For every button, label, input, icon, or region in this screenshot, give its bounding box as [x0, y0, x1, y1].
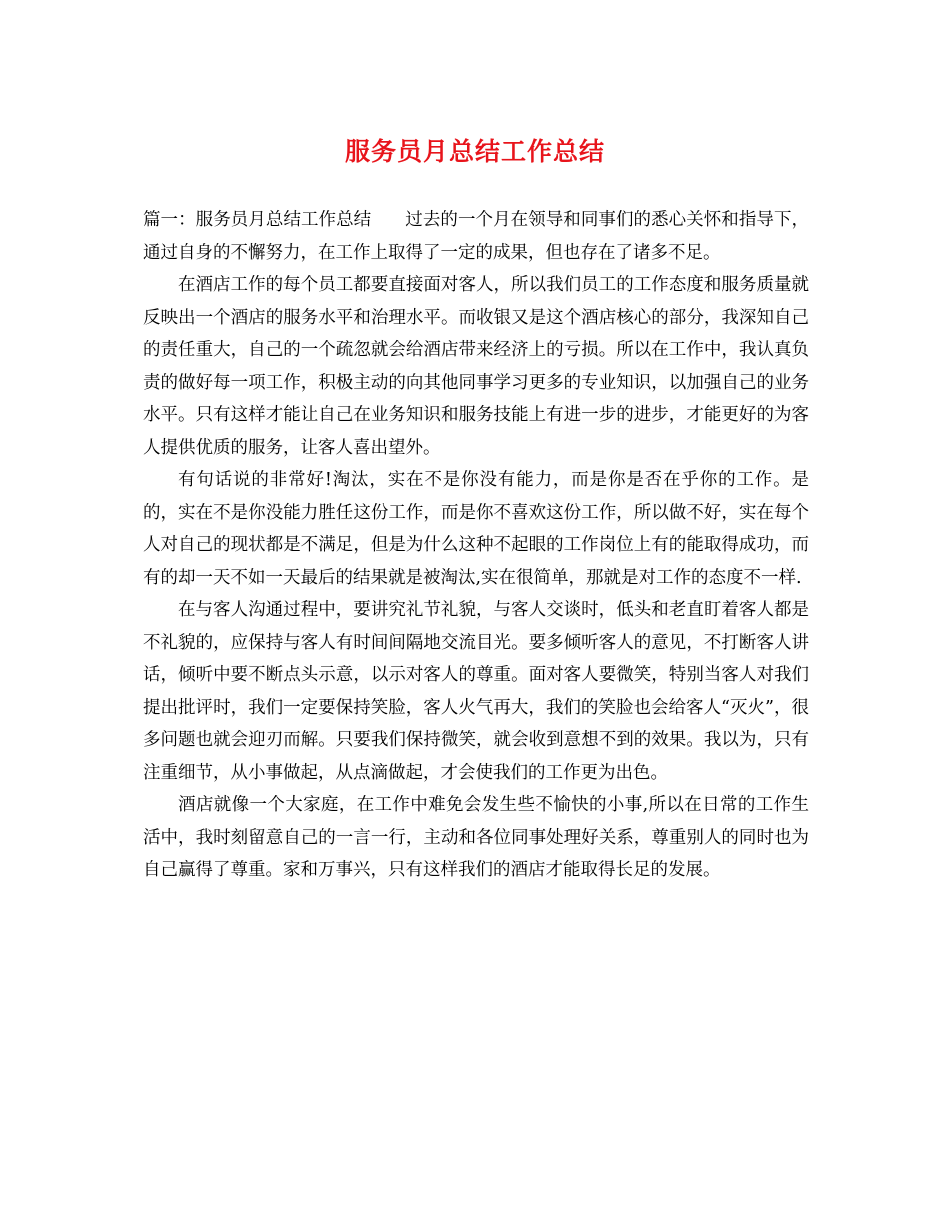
document-title: 服务员月总结工作总结 — [344, 137, 605, 166]
paragraph-2: 有句话说的非常好!淘汰，实在不是你没有能力，而是你是否在乎你的工作。是的，实在不是你没能力胜任这份工作，而是你不喜欢这份工作，所以做不好，实在每个人对自己的现状都是不满足，但是为什么这种不起眼的工作岗位上有的能取得成功，而有的却一天不如一天最后的结果就是被淘汰,实在很简单，那就是对工作的态度不一样. — [143, 470, 809, 588]
intro-label: 篇一：服务员月总结工作总结 — [143, 210, 372, 230]
intro-text: 过去的一个月在领导和同事们的悉心关怀和指导下，通过自身的不懈努力，在工作上取得了一定的成果，但也存在了诸多不足。 — [143, 210, 810, 263]
intro-paragraph — [143, 204, 809, 269]
paragraph-4: 酒店就像一个大家庭，在工作中难免会发生些不愉快的小事,所以在日常的工作生活中，我时刻留意自己的一言一行，主动和各位同事处理好关系，尊重别人的同时也为自己赢得了尊重。家和万事兴，只有这样我们的酒店才能取得长足的发展。 — [143, 795, 809, 880]
paragraph-1: 在酒店工作的每个员工都要直接面对客人，所以我们员工的工作态度和服务质量就反映出一个酒店的服务水平和治理水平。而收银又是这个酒店核心的部分，我深知自己的责任重大，自己的一个疏忽就会给酒店带来经济上的亏损。所以在工作中，我认真负责的做好每一项工作，积极主动的向其他同事学习更多的专业知识，以加强自己的业务水平。只有这样才能让自己在业务知识和服务技能上有进一步的进步，才能更好的为客人提供优质的服务，让客人喜出望外。 — [143, 275, 809, 458]
paragraph-3: 在与客人沟通过程中，要讲究礼节礼貌，与客人交谈时，低头和老直盯着客人都是不礼貌的，应保持与客人有时间间隔地交流目光。要多倾听客人的意见，不打断客人讲话，倾听中要不断点头示意，以示对客人的尊重。面对客人要微笑，特别当客人对我们提出批评时，我们一定要保持笑脸，客人火气再大，我们的笑脸也会给客人“灭火”，很多问题也就会迎刃而解。只要我们保持微笑，就会收到意想不到的效果。我以为，只有注重细节，从小事做起，从点滴做起，才会使我们的工作更为出色。 — [143, 600, 809, 783]
document-body — [143, 204, 809, 887]
